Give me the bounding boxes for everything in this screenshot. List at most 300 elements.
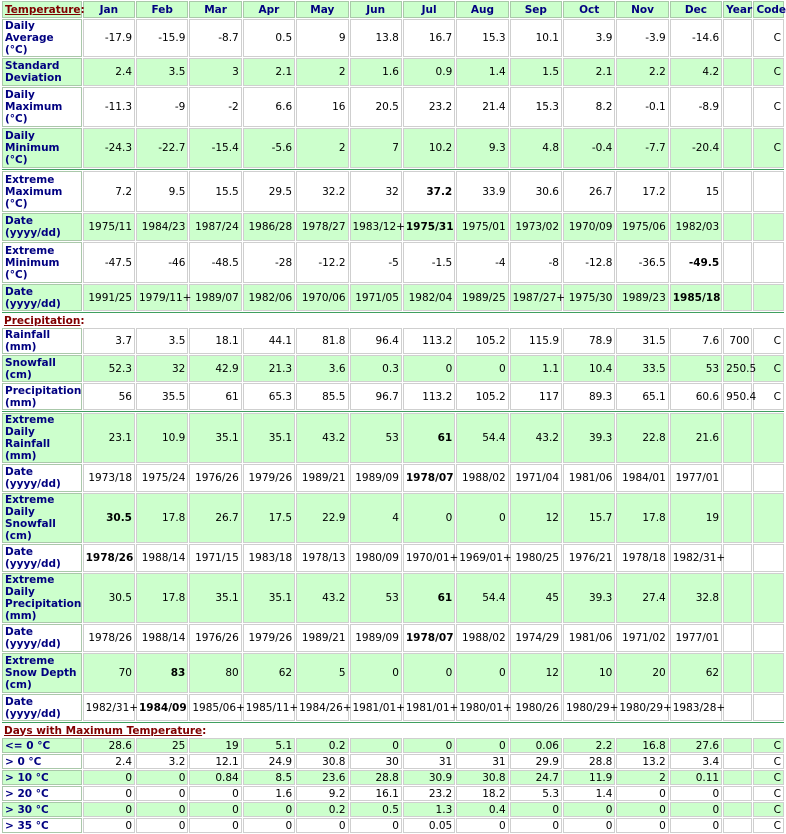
row-label: Precipitation (mm) xyxy=(2,383,82,410)
value-cell: 15.3 xyxy=(510,87,562,127)
value-cell: 1981/01+ xyxy=(403,694,455,721)
value-cell: 12 xyxy=(510,493,562,543)
value-cell: 78.9 xyxy=(563,328,615,354)
value-cell: 1982/03 xyxy=(670,213,722,241)
value-cell: 0 xyxy=(510,802,562,817)
value-cell: 4.2 xyxy=(670,58,722,86)
value-cell: 81.8 xyxy=(296,328,348,354)
value-cell: 0 xyxy=(350,738,402,753)
month-header: Jul xyxy=(403,1,455,18)
value-cell: -7.7 xyxy=(616,128,668,168)
value-cell: 7 xyxy=(350,128,402,168)
value-cell: -2 xyxy=(189,87,241,127)
value-cell: 35.1 xyxy=(189,413,241,463)
year-cell: 950.4 xyxy=(723,383,752,410)
section-title: Days with Maximum Temperature xyxy=(4,724,203,737)
header-label: Temperature: xyxy=(2,1,82,18)
value-cell: 1975/01 xyxy=(456,213,508,241)
value-cell: 17.5 xyxy=(243,493,295,543)
value-cell: -22.7 xyxy=(136,128,188,168)
year-cell xyxy=(723,242,752,283)
value-cell: -14.6 xyxy=(670,19,722,57)
value-cell: 2.1 xyxy=(563,58,615,86)
table-row xyxy=(2,355,784,382)
climate-table xyxy=(1,0,785,834)
value-cell: 1978/07 xyxy=(403,624,455,652)
code-cell: C xyxy=(753,802,784,817)
value-cell: 3.4 xyxy=(670,754,722,769)
value-cell: 1971/04 xyxy=(510,464,562,492)
value-cell: 0 xyxy=(243,802,295,817)
code-cell: C xyxy=(753,87,784,127)
code-cell: C xyxy=(753,58,784,86)
value-cell: 0.05 xyxy=(403,818,455,833)
value-cell: 0 xyxy=(403,738,455,753)
value-cell: 25 xyxy=(136,738,188,753)
value-cell: 30.9 xyxy=(403,770,455,785)
value-cell: 23.1 xyxy=(83,413,135,463)
row-label: Date (yyyy/dd) xyxy=(2,624,82,652)
value-cell: 1973/18 xyxy=(83,464,135,492)
value-cell: 28.8 xyxy=(350,770,402,785)
value-cell: 1978/27 xyxy=(296,213,348,241)
row-label: Date (yyyy/dd) xyxy=(2,694,82,721)
row-label: Extreme Daily Precipitation (mm) xyxy=(2,573,82,623)
value-cell: 1989/25 xyxy=(456,284,508,311)
value-cell: 16 xyxy=(296,87,348,127)
table-row xyxy=(2,171,784,212)
section-divider xyxy=(2,722,784,723)
value-cell: 1971/05 xyxy=(350,284,402,311)
value-cell: 1977/01 xyxy=(670,464,722,492)
value-cell: 4 xyxy=(350,493,402,543)
value-cell: 7.2 xyxy=(83,171,135,212)
row-label: <= 0 °C xyxy=(2,738,82,753)
value-cell: 0 xyxy=(563,802,615,817)
value-cell: 3.6 xyxy=(296,355,348,382)
month-header: Dec xyxy=(670,1,722,18)
value-cell: 0 xyxy=(296,818,348,833)
value-cell: 53 xyxy=(350,573,402,623)
year-cell xyxy=(723,544,752,572)
code-cell: C xyxy=(753,383,784,410)
year-cell xyxy=(723,171,752,212)
code-cell: C xyxy=(753,355,784,382)
value-cell: 1983/28+ xyxy=(670,694,722,721)
value-cell: -8.7 xyxy=(189,19,241,57)
value-cell: 37.2 xyxy=(403,171,455,212)
section-header-row xyxy=(2,314,784,327)
code-cell: C xyxy=(753,786,784,801)
value-cell: 1991/25 xyxy=(83,284,135,311)
code-cell xyxy=(753,284,784,311)
code-cell xyxy=(753,573,784,623)
value-cell: 1983/12+ xyxy=(350,213,402,241)
table-row xyxy=(2,738,784,753)
value-cell: 3.7 xyxy=(83,328,135,354)
value-cell: 1980/26 xyxy=(510,694,562,721)
value-cell: 35.1 xyxy=(243,413,295,463)
value-cell: 1980/09 xyxy=(350,544,402,572)
value-cell: 1975/11 xyxy=(83,213,135,241)
value-cell: -28 xyxy=(243,242,295,283)
row-divider xyxy=(2,411,784,412)
table-row xyxy=(2,786,784,801)
value-cell: 39.3 xyxy=(563,413,615,463)
month-header: Nov xyxy=(616,1,668,18)
value-cell: -11.3 xyxy=(83,87,135,127)
value-cell: 1989/21 xyxy=(296,464,348,492)
header-label-colon: : xyxy=(80,3,85,16)
row-label: Extreme Minimum (°C) xyxy=(2,242,82,283)
value-cell: 35.1 xyxy=(243,573,295,623)
value-cell: 1980/29+ xyxy=(563,694,615,721)
value-cell: 0 xyxy=(670,802,722,817)
value-cell: 61 xyxy=(403,573,455,623)
value-cell: 13.8 xyxy=(350,19,402,57)
row-divider xyxy=(2,169,784,170)
row-label: > 20 °C xyxy=(2,786,82,801)
value-cell: 31.5 xyxy=(616,328,668,354)
row-label: Date (yyyy/dd) xyxy=(2,284,82,311)
value-cell: 39.3 xyxy=(563,573,615,623)
table-row xyxy=(2,87,784,127)
month-header: Feb xyxy=(136,1,188,18)
value-cell: 0.2 xyxy=(296,802,348,817)
value-cell: 44.1 xyxy=(243,328,295,354)
value-cell: 1988/02 xyxy=(456,624,508,652)
value-cell: 61 xyxy=(189,383,241,410)
row-label: Date (yyyy/dd) xyxy=(2,213,82,241)
value-cell: -20.4 xyxy=(670,128,722,168)
value-cell: 0.11 xyxy=(670,770,722,785)
value-cell: 11.9 xyxy=(563,770,615,785)
month-header: Sep xyxy=(510,1,562,18)
section-header-cell xyxy=(2,314,784,327)
value-cell: -0.1 xyxy=(616,87,668,127)
value-cell: 0 xyxy=(403,355,455,382)
value-cell: 115.9 xyxy=(510,328,562,354)
value-cell: 43.2 xyxy=(510,413,562,463)
value-cell: 0.3 xyxy=(350,355,402,382)
value-cell: 1.6 xyxy=(243,786,295,801)
value-cell: -47.5 xyxy=(83,242,135,283)
section-title: Precipitation xyxy=(4,314,81,327)
value-cell: 0.9 xyxy=(403,58,455,86)
table-row xyxy=(2,464,784,492)
value-cell: 29.9 xyxy=(510,754,562,769)
value-cell: 0 xyxy=(616,818,668,833)
value-cell: 61 xyxy=(403,413,455,463)
value-cell: 0 xyxy=(83,802,135,817)
value-cell: 1975/30 xyxy=(563,284,615,311)
value-cell: 0 xyxy=(189,802,241,817)
value-cell: 13.2 xyxy=(616,754,668,769)
year-cell xyxy=(723,738,752,753)
value-cell: 1977/01 xyxy=(670,624,722,652)
value-cell: -8.9 xyxy=(670,87,722,127)
value-cell: 10.2 xyxy=(403,128,455,168)
row-label: Extreme Daily Snowfall (cm) xyxy=(2,493,82,543)
value-cell: 0 xyxy=(510,818,562,833)
value-cell: 1.6 xyxy=(350,58,402,86)
divider-line xyxy=(2,722,784,723)
code-cell: C xyxy=(753,328,784,354)
table-row xyxy=(2,58,784,86)
code-cell: C xyxy=(753,738,784,753)
table-row xyxy=(2,284,784,311)
row-label: Standard Deviation xyxy=(2,58,82,86)
value-cell: 12 xyxy=(510,653,562,693)
value-cell: 0.06 xyxy=(510,738,562,753)
value-cell: 1.1 xyxy=(510,355,562,382)
code-cell xyxy=(753,213,784,241)
table-row xyxy=(2,383,784,410)
value-cell: 32 xyxy=(136,355,188,382)
year-cell: 250.5 xyxy=(723,355,752,382)
section-divider xyxy=(2,312,784,313)
year-cell xyxy=(723,128,752,168)
value-cell: 1975/31 xyxy=(403,213,455,241)
table-row xyxy=(2,544,784,572)
value-cell: 30.8 xyxy=(456,770,508,785)
code-cell: C xyxy=(753,818,784,833)
value-cell: 1.4 xyxy=(456,58,508,86)
value-cell: 1974/29 xyxy=(510,624,562,652)
value-cell: 43.2 xyxy=(296,573,348,623)
row-label: Extreme Snow Depth (cm) xyxy=(2,653,82,693)
table-row xyxy=(2,413,784,463)
value-cell: 20 xyxy=(616,653,668,693)
value-cell: 15.3 xyxy=(456,19,508,57)
year-cell xyxy=(723,573,752,623)
value-cell: 10.1 xyxy=(510,19,562,57)
code-cell xyxy=(753,242,784,283)
value-cell: 1978/07 xyxy=(403,464,455,492)
value-cell: 96.4 xyxy=(350,328,402,354)
month-header: Oct xyxy=(563,1,615,18)
header-row xyxy=(2,1,784,18)
table-row xyxy=(2,19,784,57)
value-cell: 26.7 xyxy=(563,171,615,212)
value-cell: -15.4 xyxy=(189,128,241,168)
value-cell: 2 xyxy=(296,58,348,86)
value-cell: 19 xyxy=(670,493,722,543)
value-cell: 24.9 xyxy=(243,754,295,769)
value-cell: 1980/01+ xyxy=(456,694,508,721)
value-cell: 35.5 xyxy=(136,383,188,410)
value-cell: 23.6 xyxy=(296,770,348,785)
table-row xyxy=(2,328,784,354)
row-label: Daily Maximum (°C) xyxy=(2,87,82,127)
code-cell xyxy=(753,544,784,572)
value-cell: 9.3 xyxy=(456,128,508,168)
value-cell: 18.2 xyxy=(456,786,508,801)
value-cell: 3.5 xyxy=(136,328,188,354)
value-cell: 9.5 xyxy=(136,171,188,212)
value-cell: 1979/11+ xyxy=(136,284,188,311)
value-cell: -24.3 xyxy=(83,128,135,168)
value-cell: 0 xyxy=(670,786,722,801)
value-cell: 1981/06 xyxy=(563,464,615,492)
value-cell: 0 xyxy=(136,786,188,801)
value-cell: 1980/29+ xyxy=(616,694,668,721)
value-cell: -0.4 xyxy=(563,128,615,168)
value-cell: 20.5 xyxy=(350,87,402,127)
code-cell xyxy=(753,653,784,693)
value-cell: 15.7 xyxy=(563,493,615,543)
value-cell: -9 xyxy=(136,87,188,127)
year-cell xyxy=(723,786,752,801)
year-header: Year xyxy=(723,1,752,18)
value-cell: 32.2 xyxy=(296,171,348,212)
value-cell: 16.8 xyxy=(616,738,668,753)
value-cell: 1983/18 xyxy=(243,544,295,572)
year-cell xyxy=(723,19,752,57)
value-cell: 2.4 xyxy=(83,754,135,769)
value-cell: 0 xyxy=(83,770,135,785)
value-cell: 62 xyxy=(243,653,295,693)
year-cell xyxy=(723,802,752,817)
value-cell: 85.5 xyxy=(296,383,348,410)
value-cell: 9.2 xyxy=(296,786,348,801)
year-cell xyxy=(723,464,752,492)
value-cell: 3.2 xyxy=(136,754,188,769)
table-row xyxy=(2,818,784,833)
value-cell: 1975/24 xyxy=(136,464,188,492)
value-cell: 0 xyxy=(350,818,402,833)
value-cell: 105.2 xyxy=(456,383,508,410)
value-cell: 8.2 xyxy=(563,87,615,127)
value-cell: 0 xyxy=(616,786,668,801)
value-cell: 1.5 xyxy=(510,58,562,86)
value-cell: 3.5 xyxy=(136,58,188,86)
value-cell: 15.5 xyxy=(189,171,241,212)
table-row xyxy=(2,754,784,769)
value-cell: 1984/23 xyxy=(136,213,188,241)
section-header-cell xyxy=(2,724,784,737)
value-cell: 29.5 xyxy=(243,171,295,212)
code-cell xyxy=(753,171,784,212)
value-cell: 1975/06 xyxy=(616,213,668,241)
value-cell: 30 xyxy=(350,754,402,769)
value-cell: -12.2 xyxy=(296,242,348,283)
year-cell xyxy=(723,624,752,652)
value-cell: 28.6 xyxy=(83,738,135,753)
value-cell: 1.4 xyxy=(563,786,615,801)
value-cell: 1989/09 xyxy=(350,464,402,492)
value-cell: 1982/31+ xyxy=(83,694,135,721)
value-cell: 1985/06+ xyxy=(189,694,241,721)
value-cell: 1978/26 xyxy=(83,624,135,652)
value-cell: 0.84 xyxy=(189,770,241,785)
value-cell: 1989/23 xyxy=(616,284,668,311)
value-cell: 0 xyxy=(350,653,402,693)
year-cell xyxy=(723,87,752,127)
value-cell: 33.5 xyxy=(616,355,668,382)
code-header: Code xyxy=(753,1,784,18)
value-cell: 4.8 xyxy=(510,128,562,168)
value-cell: 62 xyxy=(670,653,722,693)
value-cell: 21.6 xyxy=(670,413,722,463)
month-header: Mar xyxy=(189,1,241,18)
value-cell: -36.5 xyxy=(616,242,668,283)
value-cell: 23.2 xyxy=(403,786,455,801)
value-cell: 16.1 xyxy=(350,786,402,801)
value-cell: 10.4 xyxy=(563,355,615,382)
value-cell: 21.3 xyxy=(243,355,295,382)
value-cell: 0 xyxy=(83,818,135,833)
value-cell: -15.9 xyxy=(136,19,188,57)
value-cell: 1989/21 xyxy=(296,624,348,652)
value-cell: -46 xyxy=(136,242,188,283)
value-cell: -8 xyxy=(510,242,562,283)
value-cell: 10 xyxy=(563,653,615,693)
value-cell: -5 xyxy=(350,242,402,283)
value-cell: 113.2 xyxy=(403,383,455,410)
value-cell: 35.1 xyxy=(189,573,241,623)
value-cell: 2.2 xyxy=(563,738,615,753)
row-label: Extreme Daily Rainfall (mm) xyxy=(2,413,82,463)
value-cell: 2.2 xyxy=(616,58,668,86)
value-cell: 3.9 xyxy=(563,19,615,57)
value-cell: 0 xyxy=(189,786,241,801)
value-cell: 0 xyxy=(403,653,455,693)
value-cell: 1981/01+ xyxy=(350,694,402,721)
value-cell: 0.4 xyxy=(456,802,508,817)
value-cell: 1978/18 xyxy=(616,544,668,572)
value-cell: 1988/02 xyxy=(456,464,508,492)
value-cell: 113.2 xyxy=(403,328,455,354)
value-cell: 21.4 xyxy=(456,87,508,127)
value-cell: 5 xyxy=(296,653,348,693)
value-cell: 2.1 xyxy=(243,58,295,86)
value-cell: 1979/26 xyxy=(243,464,295,492)
value-cell: 10.9 xyxy=(136,413,188,463)
code-cell xyxy=(753,493,784,543)
value-cell: 31 xyxy=(456,754,508,769)
value-cell: 1988/14 xyxy=(136,544,188,572)
value-cell: 1989/09 xyxy=(350,624,402,652)
month-header: Jan xyxy=(83,1,135,18)
value-cell: 1.3 xyxy=(403,802,455,817)
table-row xyxy=(2,242,784,283)
section-title-colon: : xyxy=(202,724,207,737)
table-row xyxy=(2,770,784,785)
value-cell: 83 xyxy=(136,653,188,693)
row-label: > 35 °C xyxy=(2,818,82,833)
value-cell: 12.1 xyxy=(189,754,241,769)
value-cell: -48.5 xyxy=(189,242,241,283)
value-cell: 1969/01+ xyxy=(456,544,508,572)
value-cell: 23.2 xyxy=(403,87,455,127)
value-cell: 2 xyxy=(296,128,348,168)
value-cell: 27.6 xyxy=(670,738,722,753)
value-cell: 53 xyxy=(350,413,402,463)
value-cell: 18.1 xyxy=(189,328,241,354)
row-label: Daily Minimum (°C) xyxy=(2,128,82,168)
value-cell: 1978/26 xyxy=(83,544,135,572)
value-cell: 1987/24 xyxy=(189,213,241,241)
year-cell: 700 xyxy=(723,328,752,354)
table-row xyxy=(2,624,784,652)
value-cell: 1976/21 xyxy=(563,544,615,572)
month-header: May xyxy=(296,1,348,18)
value-cell: 0 xyxy=(243,818,295,833)
value-cell: 5.1 xyxy=(243,738,295,753)
value-cell: 0 xyxy=(189,818,241,833)
value-cell: 65.1 xyxy=(616,383,668,410)
